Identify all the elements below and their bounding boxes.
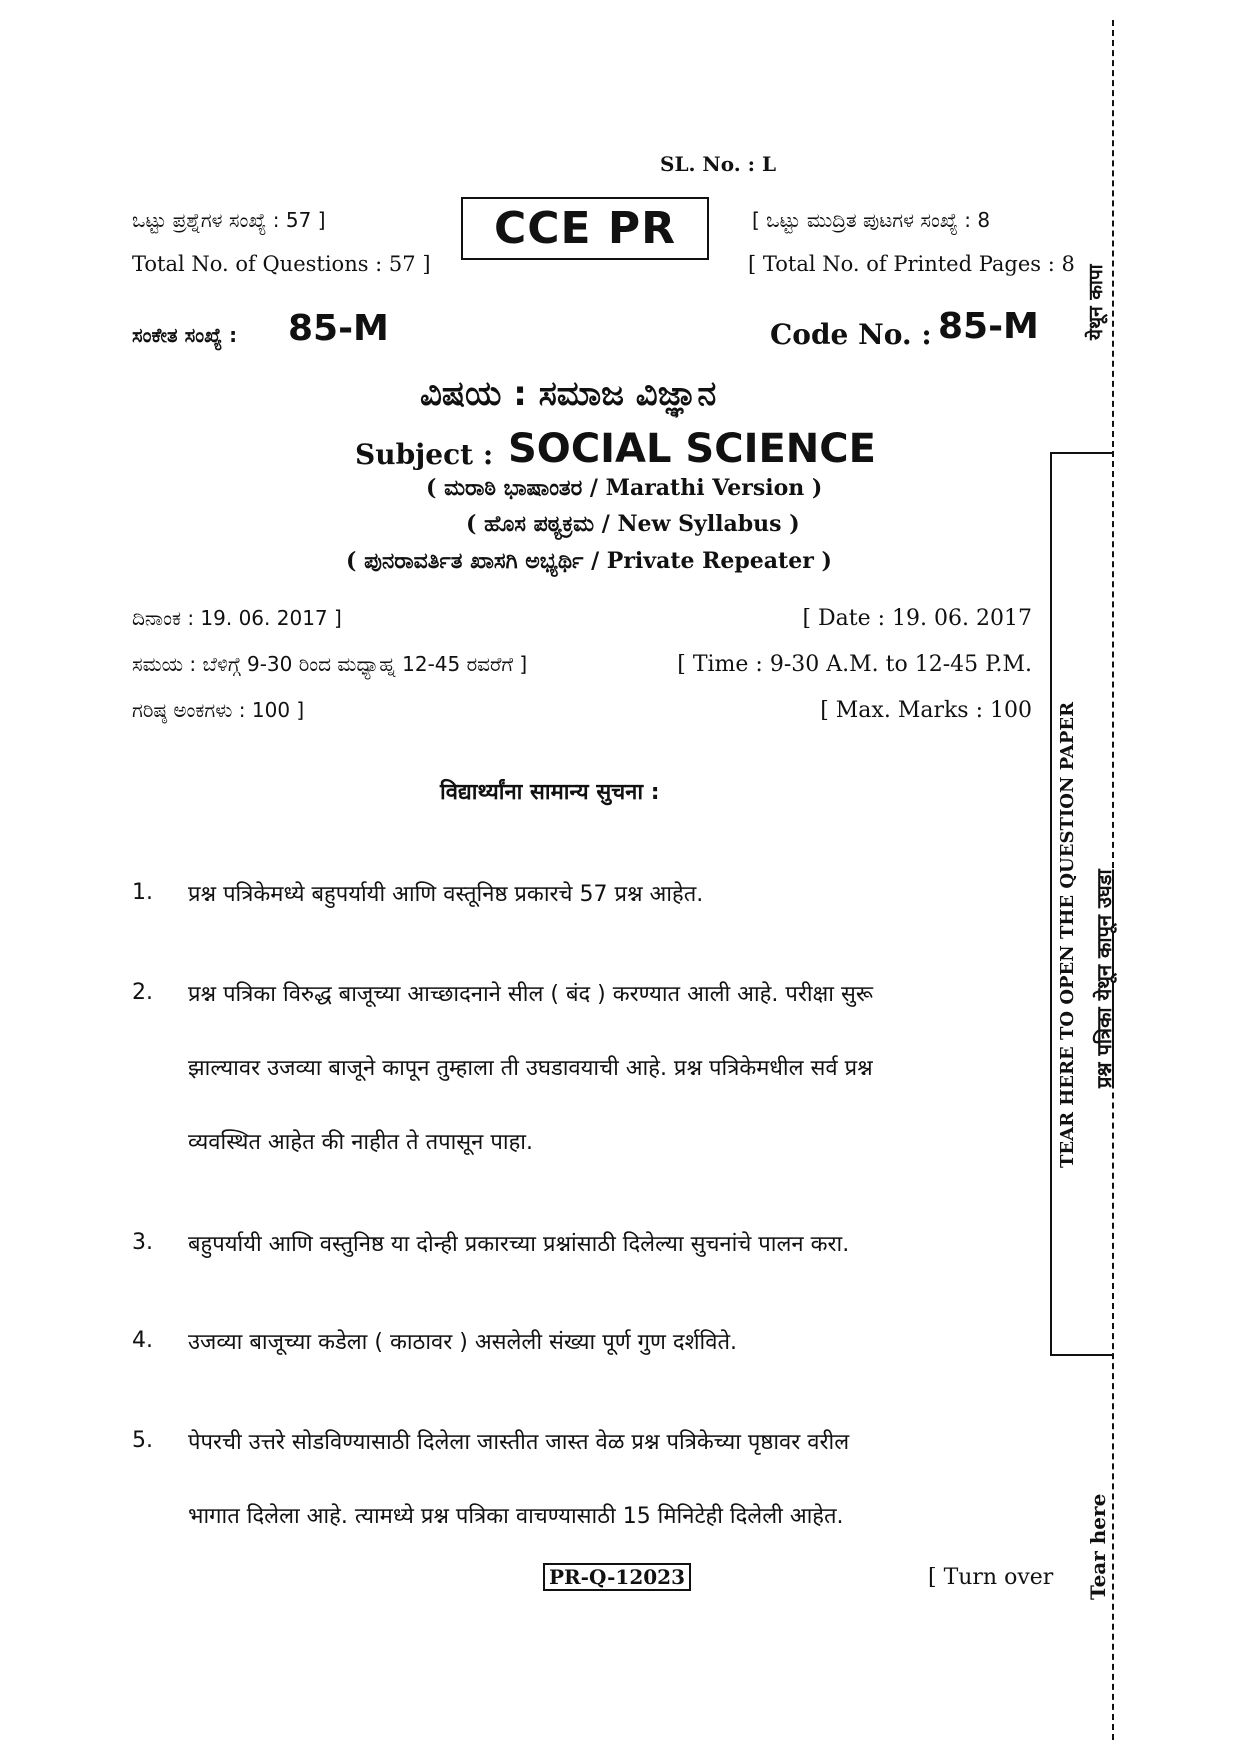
subject-title: SOCIAL SCIENCE bbox=[508, 426, 876, 472]
serial-number: SL. No. : L bbox=[660, 152, 777, 176]
version-line: ( ಮರಾಠಿ ಭಾಷಾಂತರ / Marathi Version ) bbox=[426, 475, 823, 501]
instruction-line: प्रश्न पत्रिकेमध्ये बहुपर्यायी आणि वस्तूनिष्ठ प्रकारचे 57 प्रश्न आहेत. bbox=[188, 882, 704, 907]
paper-code-box: PR-Q-12023 bbox=[543, 1563, 691, 1591]
tear-here-label: Tear here bbox=[1086, 1493, 1110, 1600]
total-pages: [ Total No. of Printed Pages : 8 bbox=[748, 252, 1075, 276]
tear-instruction-marathi: प्रश्न पत्रिका येथून कापून उघडा bbox=[1092, 869, 1116, 1088]
time-kannada: ಸಮಯ : ಬೆಳಿಗ್ಗೆ 9-30 ರಿಂದ ಮಧ್ಯಾಹ್ನ 12-45 ರವರೆಗೆ ] bbox=[132, 652, 528, 676]
instruction-number: 5. bbox=[132, 1428, 153, 1453]
max-marks-kannada: ಗರಿಷ್ಠ ಅಂಕಗಳು : 100 ] bbox=[132, 698, 305, 722]
candidate-type-line: ( ಪುನರಾವರ್ತಿತ ಖಾಸಗಿ ಅಭ್ಯರ್ಥಿ / Private Repeater ) bbox=[346, 548, 832, 574]
instruction-number: 1. bbox=[132, 880, 153, 905]
instruction-number: 3. bbox=[132, 1230, 153, 1255]
total-questions-kannada: ಒಟ್ಟು ಪ್ರಶ್ನೆಗಳ ಸಂಖ್ಯೆ : 57 ] bbox=[132, 208, 326, 232]
time: [ Time : 9-30 A.M. to 12-45 P.M. bbox=[677, 652, 1032, 677]
instruction-line: पेपरची उत्तरे सोडविण्यासाठी दिलेला जास्तीत जास्त वेळ प्रश्न पत्रिकेच्या पृष्ठावर वरील bbox=[188, 1430, 850, 1455]
instruction-line: प्रश्न पत्रिका विरुद्ध बाजूच्या आच्छादनाने सील ( बंद ) करण्यात आली आहे. परीक्षा सुरू bbox=[188, 982, 873, 1007]
code-value-kannada: 85-M bbox=[288, 308, 389, 349]
instruction-line: उजव्या बाजूच्या कडेला ( काठावर ) असलेली संख्या पूर्ण गुण दर्शविते. bbox=[188, 1330, 738, 1355]
instruction-number: 2. bbox=[132, 980, 153, 1005]
instruction-line: व्यवस्थित आहेत की नाहीत ते तपासून पाहा. bbox=[188, 1130, 533, 1155]
code-label-kannada: ಸಂಕೇತ ಸಂಖ್ಯೆ : bbox=[132, 323, 238, 347]
exam-type-box: CCE PR bbox=[461, 197, 709, 260]
code-value: 85-M bbox=[938, 306, 1039, 347]
cut-here-marathi: येथून कापा bbox=[1085, 264, 1107, 340]
total-pages-kannada: [ ಒಟ್ಟು ಮುದ್ರಿತ ಪುಟಗಳ ಸಂಖ್ಯೆ : 8 bbox=[752, 208, 991, 232]
instructions-title: विद्यार्थ्यांना सामान्य सुचना : bbox=[440, 780, 660, 805]
date: [ Date : 19. 06. 2017 bbox=[802, 606, 1032, 631]
max-marks: [ Max. Marks : 100 bbox=[820, 698, 1032, 723]
subject-kannada: ವಿಷಯ : ಸಮಾಜ ವಿಜ್ಞಾನ bbox=[420, 374, 717, 414]
date-kannada: ದಿನಾಂಕ : 19. 06. 2017 ] bbox=[132, 606, 342, 630]
syllabus-line: ( ಹೊಸ ಪಠ್ಯಕ್ರಮ / New Syllabus ) bbox=[466, 511, 800, 537]
instruction-line: भागात दिलेला आहे. त्यामध्ये प्रश्न पत्रिका वाचण्यासाठी 15 मिनिटेही दिलेली आहेत. bbox=[188, 1504, 844, 1529]
tear-instruction: TEAR HERE TO OPEN THE QUESTION PAPER bbox=[1057, 701, 1078, 1168]
turn-over: [ Turn over bbox=[928, 1565, 1054, 1590]
subject-label: Subject : bbox=[355, 438, 494, 471]
total-questions: Total No. of Questions : 57 ] bbox=[132, 252, 431, 276]
instruction-line: बहुपर्यायी आणि वस्तुनिष्ठ या दोन्ही प्रकारच्या प्रश्नांसाठी दिलेल्या सुचनांचे पालन करा. bbox=[188, 1232, 850, 1257]
instruction-number: 4. bbox=[132, 1328, 153, 1353]
instruction-line: झाल्यावर उजव्या बाजूने कापून तुम्हाला ती उघडावयाची आहे. प्रश्न पत्रिकेमधील सर्व प्रश्न bbox=[188, 1056, 873, 1081]
code-label: Code No. : bbox=[770, 318, 932, 351]
